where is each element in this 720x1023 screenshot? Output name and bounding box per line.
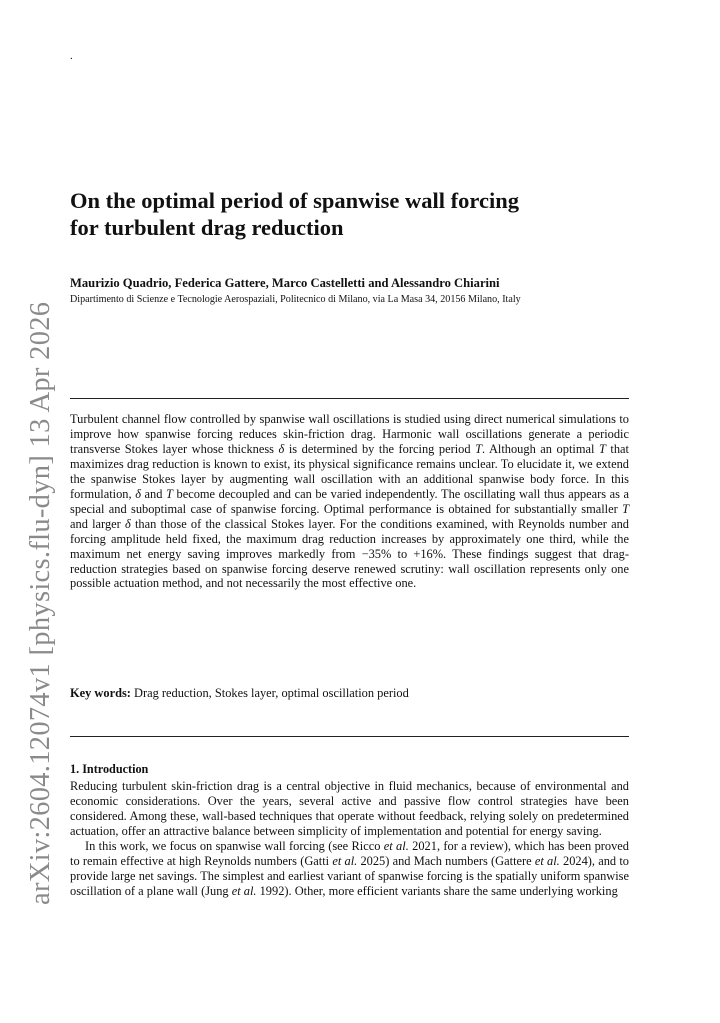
abstract-text: and — [140, 486, 167, 501]
abstract-text: and larger — [70, 516, 125, 531]
paragraph-text: 1992). Other, more efficient variants share the same underlying working — [256, 883, 618, 898]
keywords — [70, 686, 629, 701]
paper-title-line-1: On the optimal period of spanwise wall forcing — [70, 188, 519, 213]
keywords-label: Key words: — [70, 686, 131, 700]
section-heading-introduction: 1. Introduction — [70, 762, 149, 776]
abstract-text: become decoupled and can be varied independently. The oscillating wall thus appears as a special and suboptimal case of spanwise forcing. Optimal performance is obtained for substantially smaller — [70, 486, 630, 516]
introduction-body — [70, 779, 629, 899]
abstract-text: . Although an optimal — [482, 441, 599, 456]
arxiv-identifier-stamp: arXiv:2604.12074v1 [physics.flu-dyn] 13 Apr 2026 — [25, 301, 56, 905]
paragraph-text: 2025) and Mach numbers (Gattere — [357, 853, 535, 868]
abstract-top-rule — [70, 398, 629, 399]
citation-et-al: et al. — [534, 853, 560, 868]
paragraph-text: In this work, we focus on spanwise wall forcing (see Ricco — [85, 838, 384, 853]
abstract-math-delta: δ — [278, 441, 285, 456]
abstract-text: that maximizes drag reduction is known to exist, its physical significance remains unclear. To elucidate it, we extend the spanwise Stokes layer by augmenting wall oscillation with an additional spanwise body force. In this formulation, — [70, 441, 629, 501]
citation-et-al: et al. — [231, 883, 257, 898]
abstract-math-delta: δ — [125, 516, 131, 531]
paragraph-text: 2021, for a review), which has been proved to remain effective at high Reynolds numbers (Gatti — [70, 838, 630, 868]
keywords-text: Drag reduction, Stokes layer, optimal oscillation period — [130, 686, 409, 700]
abstract-math-t: T — [598, 441, 606, 456]
abstract-text: than those of the classical Stokes layer. For the conditions examined, with Reynolds number and forcing amplitude held fixed, the maximum drag reduction increases by approximately one third, while the maximum net energy saving improves markedly from −35% to +16%. These findings suggest that drag-reduction strategies based on spanwise forcing deserve renewed scrutiny: wall oscillation represents only one possible actuation method, and not necessarily the most effective one. — [70, 516, 629, 591]
abstract-math-t: T — [475, 441, 482, 456]
paper-title-line-2: for turbulent drag reduction — [70, 215, 344, 240]
author-list: Maurizio Quadrio, Federica Gattere, Marco Castelletti and Alessandro Chiarini — [70, 276, 500, 290]
abstract-math-t: T — [166, 486, 173, 501]
abstract-bottom-rule — [70, 736, 629, 737]
abstract-math-delta: δ — [135, 486, 141, 501]
paper-title — [70, 187, 640, 241]
abstract-text: Turbulent channel flow controlled by spanwise wall oscillations is studied using direct numerical simulations to improve how spanwise forcing reduces skin-friction drag. Harmonic wall oscillations generate a periodic transverse Stokes layer whose thickness — [70, 412, 629, 456]
header-dot: . — [70, 50, 73, 62]
citation-et-al: et al. — [332, 853, 358, 868]
abstract-text: is determined by the forcing period — [284, 441, 476, 456]
paragraph-text: 2024), and to provide large net savings. The simplest and earliest variant of spanwise forcing is the spatially uniform spanwise oscillation of a plane wall (Jung — [70, 853, 629, 898]
author-affiliation: Dipartimento di Scienze e Tecnologie Aerospaziali, Politecnico di Milano, via La Masa 34, 20156 Milano, Italy — [70, 294, 521, 305]
citation-et-al: et al. — [383, 838, 409, 853]
abstract-math-t: T — [622, 501, 629, 516]
abstract — [70, 412, 629, 591]
introduction-paragraph-1: Reducing turbulent skin-friction drag is a central objective in fluid mechanics, because of environmental and economic considerations. Over the years, several active and passive flow control strategies have been considered. Among these, wall-based techniques that operate without feedback, relying solely on predetermined actuation, offer an attractive balance between simplicity of implementation and potential for energy saving. — [70, 779, 629, 838]
introduction-paragraph-2 — [70, 839, 629, 899]
